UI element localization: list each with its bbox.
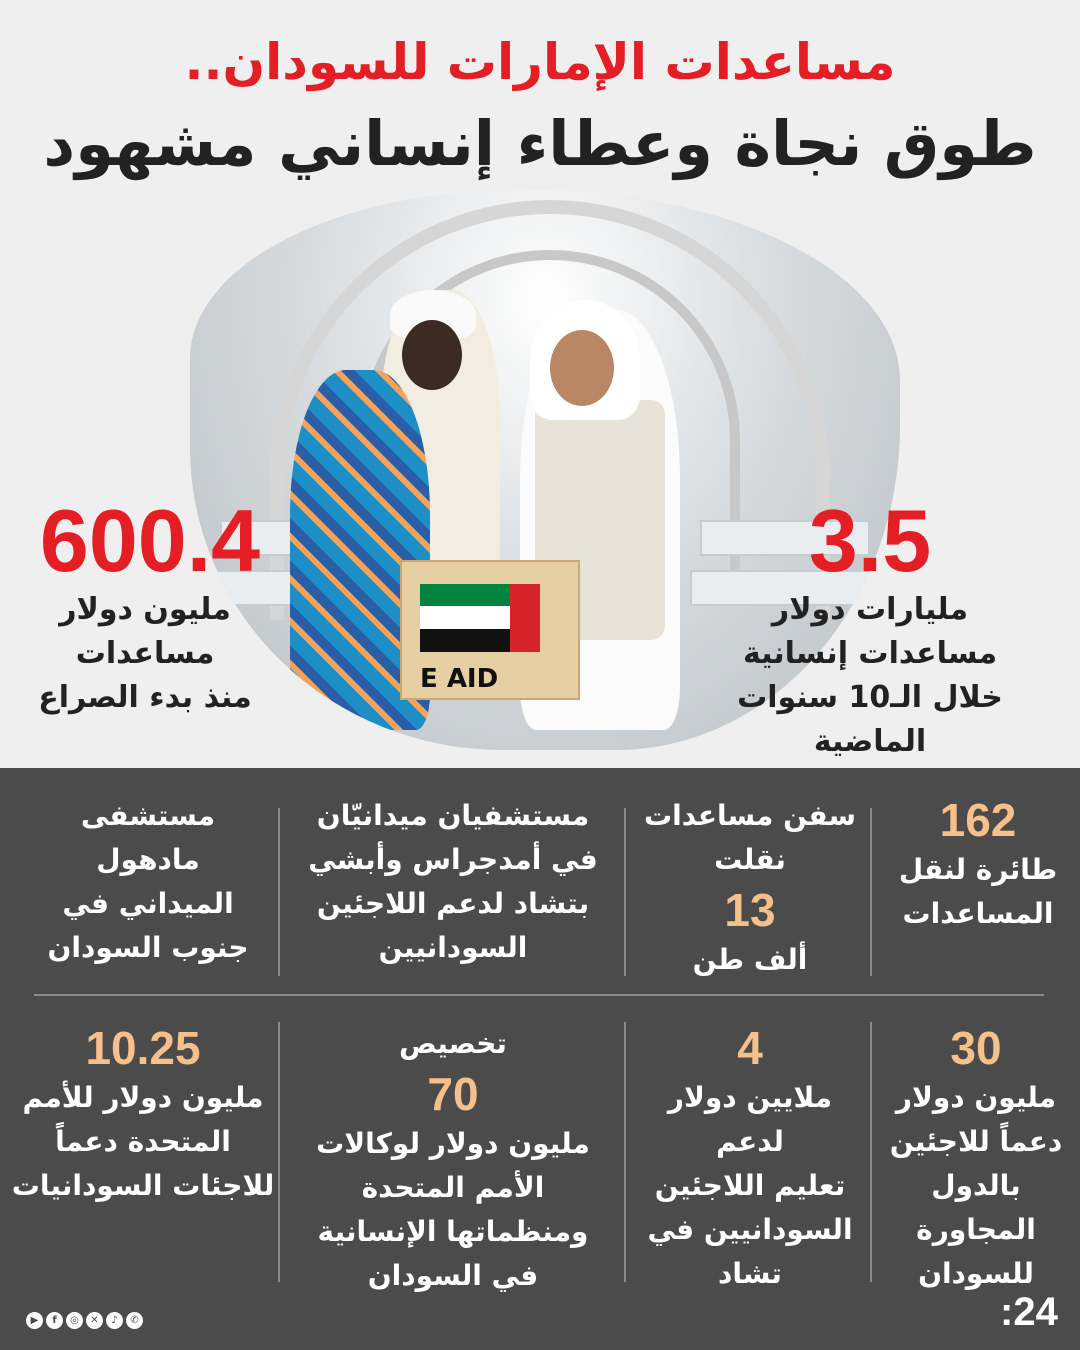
divider (624, 1022, 626, 1282)
divider (278, 808, 280, 976)
stat-line: نقلت (714, 843, 786, 876)
stat-line: السودانيين (378, 931, 528, 964)
stat-cell-un-agencies (286, 1022, 620, 1298)
stat-line: مساعدات إنسانية (742, 636, 998, 671)
stat-line: بتشاد لدعم اللاجئين (316, 887, 590, 920)
stat-number: 10.25 (85, 1022, 201, 1074)
stat-right-number: 3.5 (808, 491, 932, 590)
tiktok-icon[interactable]: ♪ (106, 1312, 123, 1329)
stat-line: المساعدات (902, 897, 1054, 930)
stat-line: منذ بدء الصراع (38, 680, 252, 715)
stat-cell-women-refugees (10, 1020, 276, 1208)
stat-line: مليون دولار للأمم (22, 1081, 264, 1114)
stat-number: 30 (950, 1022, 1002, 1074)
stat-line: تعليم اللاجئين (654, 1169, 846, 1202)
youtube-icon[interactable]: ▶ (26, 1312, 43, 1329)
stat-line: مليون دولار (895, 1081, 1057, 1114)
stat-line: دعماً للاجئين (889, 1125, 1063, 1158)
title-black: طوق نجاة وعطاء إنساني مشهود (43, 107, 1037, 180)
aid-box (400, 560, 580, 700)
instagram-icon[interactable]: ◎ (66, 1312, 83, 1329)
stat-line: السودانيين في (647, 1213, 853, 1246)
stat-line: في السودان (367, 1259, 539, 1292)
stat-line: طائرة لنقل (898, 853, 1058, 886)
divider (870, 1022, 872, 1282)
stat-cell-field-hospitals (286, 794, 620, 970)
head-shape (550, 330, 614, 406)
stat-line: الأمم المتحدة (361, 1171, 545, 1204)
stat-line: ألف طن (692, 943, 808, 976)
stat-line: ملايين دولار لدعم (667, 1081, 833, 1158)
stat-line: مليون دولار (59, 592, 231, 627)
stat-right-text (680, 588, 1060, 764)
stat-line: مليارات دولار (771, 592, 969, 627)
stat-number: 4 (737, 1022, 763, 1074)
stat-line: بالدول المجاورة (916, 1169, 1036, 1246)
stat-line: المتحدة دعماً (55, 1125, 231, 1158)
stat-line: جنوب السودان (47, 931, 249, 964)
stat-line: مادهول (96, 843, 200, 876)
stat-cell-planes (880, 792, 1076, 936)
stat-left-text (20, 588, 270, 720)
stat-line: مليون دولار لوكالات (316, 1127, 590, 1160)
facebook-icon[interactable]: f (46, 1312, 63, 1329)
stat-line: في أمدجراس وأبشي (308, 843, 598, 876)
stat-number: 162 (939, 794, 1017, 846)
x-icon[interactable]: ✕ (86, 1312, 103, 1329)
stat-number: 13 (724, 884, 776, 936)
stat-cell-neighbor-refugees (876, 1020, 1076, 1296)
stats-grid (0, 768, 1080, 1350)
uae-flag-icon (420, 584, 540, 652)
stat-line: ومنظماتها الإنسانية (317, 1215, 589, 1248)
stat-line: للسودان (918, 1257, 1034, 1290)
stat-line: مستشفى (80, 799, 216, 832)
head-shape (402, 320, 462, 390)
box-label: E AID (420, 664, 499, 694)
stat-cell-education (630, 1020, 870, 1296)
stat-line: مساعدات (75, 636, 215, 671)
stat-line: خلال الـ10 سنوات الماضية (737, 680, 1003, 759)
stat-number: 70 (427, 1068, 479, 1120)
brand-logo: :24 (1000, 1290, 1058, 1334)
stat-line: الميداني في (62, 887, 234, 920)
stat-line: سفن مساعدات (643, 799, 856, 832)
divider (624, 808, 626, 976)
stat-line: تشاد (718, 1257, 782, 1290)
divider (34, 994, 1044, 996)
divider (278, 1022, 280, 1282)
divider (870, 808, 872, 976)
stat-line: تخصيص (399, 1027, 507, 1060)
title-red: مساعدات الإمارات للسودان.. (184, 33, 896, 91)
stat-line: مستشفيان ميدانيّان (316, 799, 590, 832)
social-icons (26, 1312, 143, 1329)
stat-cell-ships (630, 794, 870, 982)
stat-cell-madhol-hospital (20, 794, 276, 970)
whatsapp-icon[interactable]: ✆ (126, 1312, 143, 1329)
stat-line: للاجئات السودانيات (11, 1169, 275, 1202)
stat-left-number: 600.4 (39, 491, 261, 590)
